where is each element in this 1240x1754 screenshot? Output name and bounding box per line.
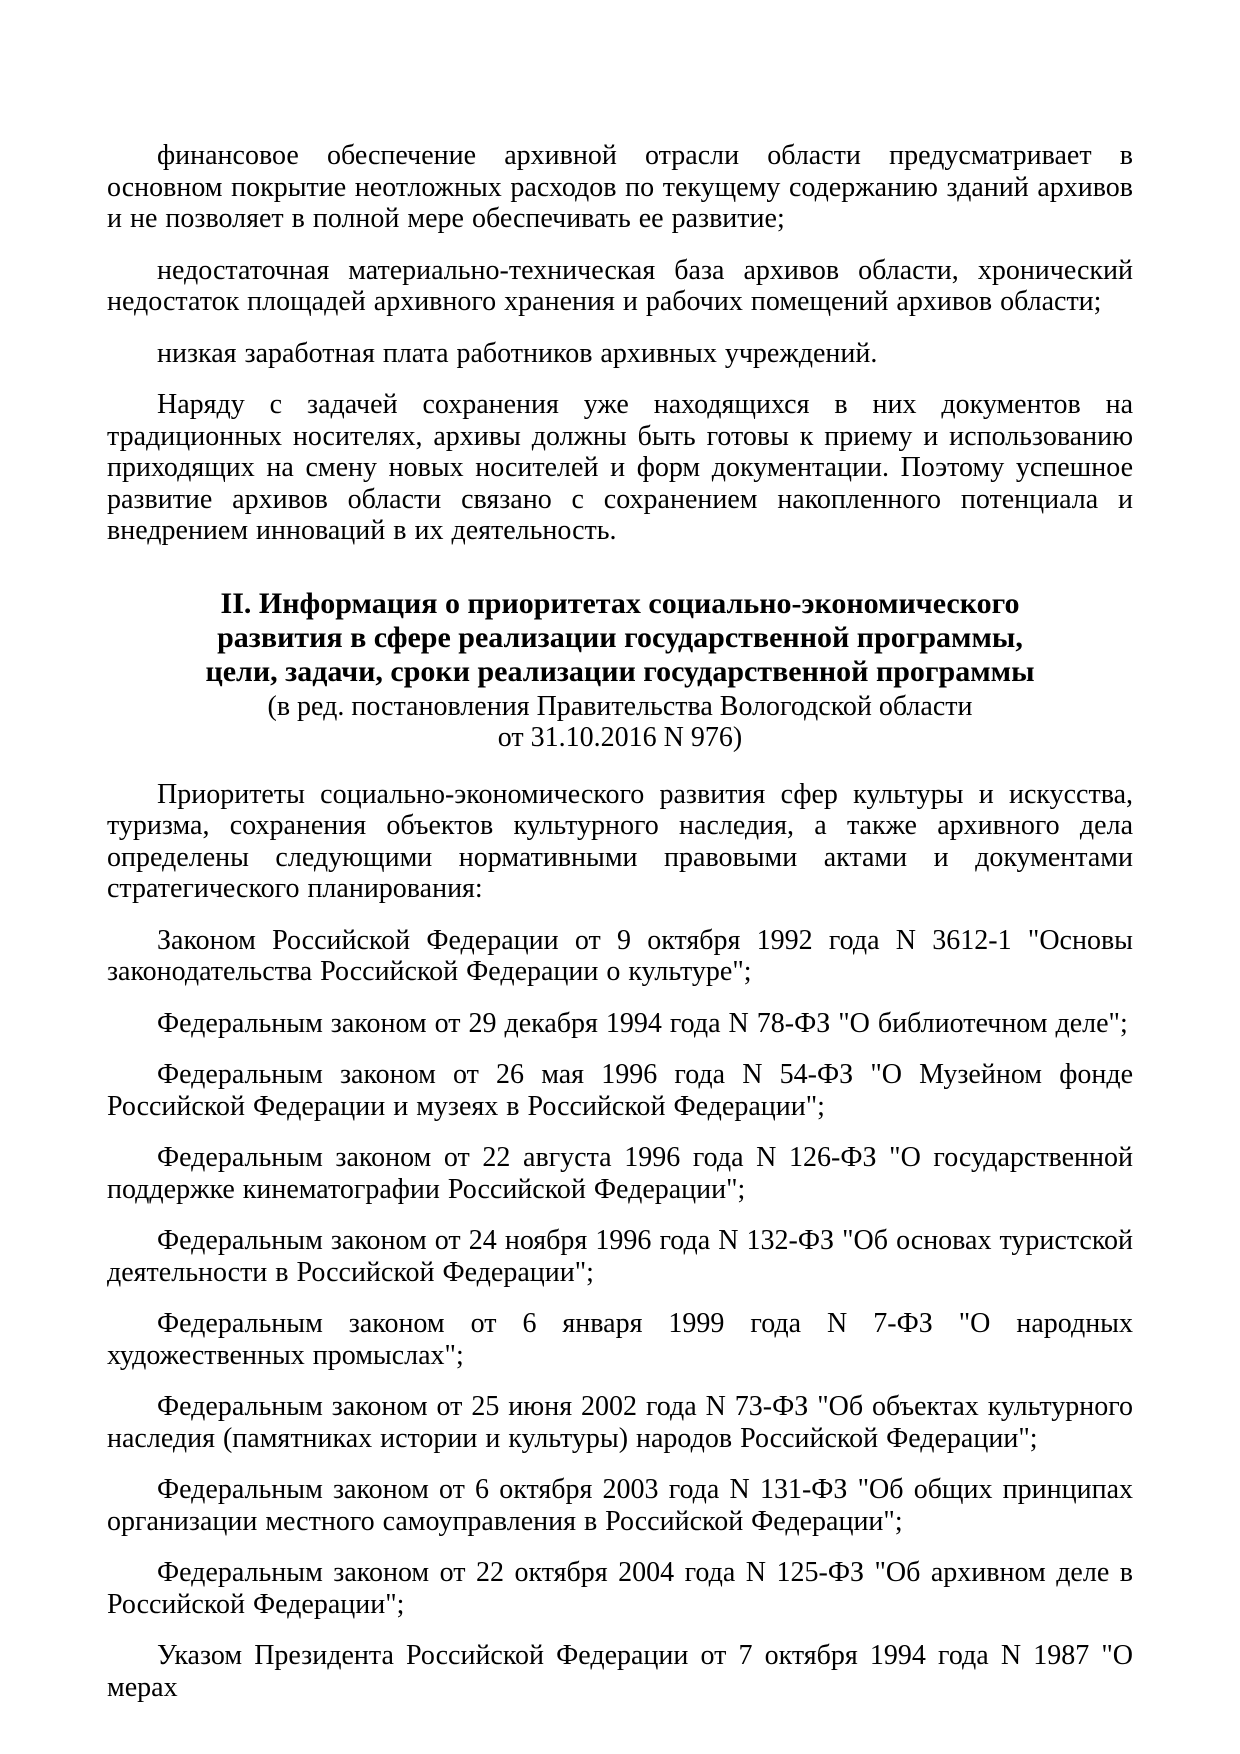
legal-act-cultural-heritage: Федеральным законом от 25 июня 2002 года N 73-ФЗ "Об объектах культурного наследия (памятниках истории и культуры) народов Российской Федерации"; bbox=[107, 1391, 1133, 1454]
legal-act-library: Федеральным законом от 29 декабря 1994 года N 78-ФЗ "О библиотечном деле"; bbox=[157, 1007, 1128, 1039]
paragraph-preservation-task: Наряду с задачей сохранения уже находящихся в них документов на традиционных носителях, архивы должны быть готовы к приему и использованию приходящих на смену новых носителей и форм документации. Поэтому успешное развитие архивов области связано с сохранением накопленного потенциала и внедрением инноваций в их деятельность. bbox=[107, 389, 1133, 546]
section-heading bbox=[107, 587, 1133, 689]
paragraph-low-salary: низкая заработная плата работников архивных учреждений. bbox=[157, 337, 878, 369]
paragraph-financial-support: финансовое обеспечение архивной отрасли области предусматривает в основном покрытие неотложных расходов по текущему содержанию зданий архивов и не позволяет в полной мере обеспечивать ее развитие; bbox=[107, 140, 1133, 234]
legal-act-tourism: Федеральным законом от 24 ноября 1996 года N 132-ФЗ "Об основах туристской деятельности в Российской Федерации"; bbox=[107, 1225, 1133, 1288]
section-heading-line-3: цели, задачи, сроки реализации государственной программы bbox=[205, 654, 1035, 688]
legal-act-local-self-government: Федеральным законом от 6 октября 2003 года N 131-ФЗ "Об общих принципах организации местного самоуправления в Российской Федерации"; bbox=[107, 1474, 1133, 1537]
amendment-note bbox=[107, 691, 1133, 753]
legal-act-presidential-decree: Указом Президента Российской Федерации от 7 октября 1994 года N 1987 "О мерах bbox=[107, 1640, 1133, 1703]
paragraph-priorities-intro: Приоритеты социально-экономического развития сфер культуры и искусства, туризма, сохранения объектов культурного наследия, а также архивного дела определены следующими нормативными правовыми актами и документами стратегического планирования: bbox=[107, 778, 1133, 904]
amendment-note-line-1: (в ред. постановления Правительства Вологодской области bbox=[267, 690, 973, 722]
amendment-note-line-2: от 31.10.2016 N 976) bbox=[497, 721, 743, 753]
legal-act-archive-affairs: Федеральным законом от 22 октября 2004 года N 125-ФЗ "Об архивном деле в Российской Федерации"; bbox=[107, 1557, 1133, 1620]
legal-act-museum-fund: Федеральным законом от 26 мая 1996 года N 54-ФЗ "О Музейном фонде Российской Федерации и музеях в Российской Федерации"; bbox=[107, 1059, 1133, 1122]
legal-act-culture-basics: Законом Российской Федерации от 9 октября 1992 года N 3612-1 "Основы законодательства Российской Федерации о культуре"; bbox=[107, 924, 1133, 987]
paragraph-material-base: недостаточная материально-техническая база архивов области, хронический недостаток площадей архивного хранения и рабочих помещений архивов области; bbox=[107, 254, 1133, 317]
section-heading-line-2: развития в сфере реализации государственной программы, bbox=[217, 620, 1023, 654]
section-heading-line-1: II. Информация о приоритетах социально-экономического bbox=[220, 586, 1020, 620]
legal-act-folk-crafts: Федеральным законом от 6 января 1999 года N 7-ФЗ "О народных художественных промыслах"; bbox=[107, 1308, 1133, 1371]
legal-act-cinematography: Федеральным законом от 22 августа 1996 года N 126-ФЗ "О государственной поддержке кинематографии Российской Федерации"; bbox=[107, 1142, 1133, 1205]
